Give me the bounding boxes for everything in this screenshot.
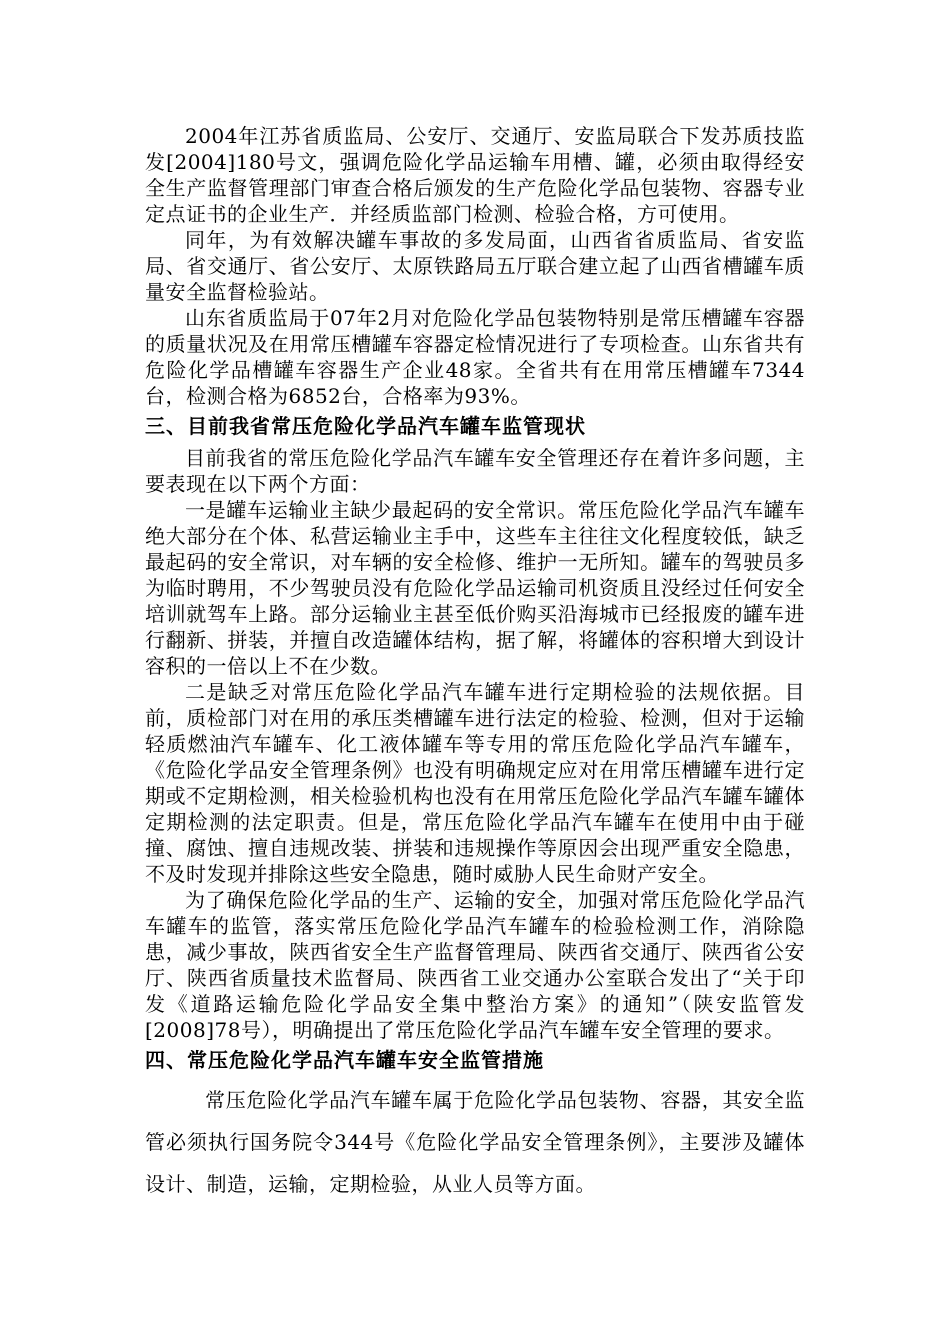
paragraph-shanxi: 同年，为有效解决罐车事故的多发局面，山西省省质监局、省安监局、省交通厅、省公安厅、太原铁路局五厅联合建立起了山西省槽罐车质量安全监督检验站。	[145, 228, 805, 304]
section-heading-3: 三、目前我省常压危险化学品汽车罐车监管现状	[145, 414, 586, 438]
paragraph-jiangsu: 2004年江苏省质监局、公安厅、交通厅、安监局联合下发苏质技监发[2004]180号文，强调危险化学品运输车用槽、罐，必须由取得经安全生产监督管理部门审查合格后颁发的生产危险化学品包装物、容器专业定点证书的企业生产．并经质监部门检测、检验合格，方可使用。	[145, 124, 805, 226]
paragraph-problem-two: 二是缺乏对常压危险化学品汽车罐车进行定期检验的法规依据。目前，质检部门对在用的承压类槽罐车进行法定的检验、检测，但对于运输轻质燃油汽车罐车、化工液体罐车等专用的常压危险化学品汽车罐车，《危险化学品安全管理条例》也没有明确规定应对在用常压槽罐车进行定期或不定期检测，相关检验机构也没有在用常压危险化学品汽车罐车罐体定期检测的法定职责。但是，常压危险化学品汽车罐车在使用中由于碰撞、腐蚀、擅自违规改装、拼装和违规操作等原因会出现严重安全隐患，不及时发现并排除这些安全隐患，随时威胁人民生命财产安全。	[145, 680, 805, 886]
paragraph-intro-problems: 目前我省的常压危险化学品汽车罐车安全管理还存在着许多问题，主要表现在以下两个方面：	[145, 446, 805, 496]
paragraph-shandong: 山东省质监局于07年2月对危险化学品包装物特别是常压槽罐车容器的质量状况及在用常压槽罐车容器定检情况进行了专项检查。山东省共有危险化学品槽罐车容器生产企业48家。全省共有在用常压槽罐车7344台，检测合格为6852台，合格率为93%。	[145, 306, 805, 408]
paragraph-supervision-measures: 常压危险化学品汽车罐车属于危险化学品包装物、容器，其安全监管必须执行国务院令344号《危险化学品安全管理条例》，主要涉及罐体设计、制造，运输，定期检验，从业人员等方面。	[145, 1088, 805, 1196]
document-page	[145, 123, 805, 1205]
section-heading-4: 四、常压危险化学品汽车罐车安全监管措施	[145, 1048, 544, 1072]
paragraph-problem-one: 一是罐车运输业主缺少最起码的安全常识。常压危险化学品汽车罐车绝大部分在个体、私营运输业主手中，这些车主往往文化程度较低，缺乏最起码的安全常识，对车辆的安全检修、维护一无所知。罐车的驾驶员多为临时聘用，不少驾驶员没有危险化学品运输司机资质且没经过任何安全培训就驾车上路。部分运输业主甚至低价购买沿海城市已经报废的罐车进行翻新、拼装，并擅自改造罐体结构，据了解，将罐体的容积增大到设计容积的一倍以上不在少数。	[145, 498, 805, 678]
paragraph-shaanxi-measures: 为了确保危险化学品的生产、运输的安全，加强对常压危险化学品汽车罐车的监管，落实常压危险化学品汽车罐车的检验检测工作，消除隐患，减少事故，陕西省安全生产监督管理局、陕西省交通厅、陕西省公安厅、陕西省质量技术监督局、陕西省工业交通办公室联合发出了“关于印发《道路运输危险化学品安全集中整治方案》的通知”（陕安监管发[2008]78号），明确提出了常压危险化学品汽车罐车安全管理的要求。	[145, 888, 805, 1042]
